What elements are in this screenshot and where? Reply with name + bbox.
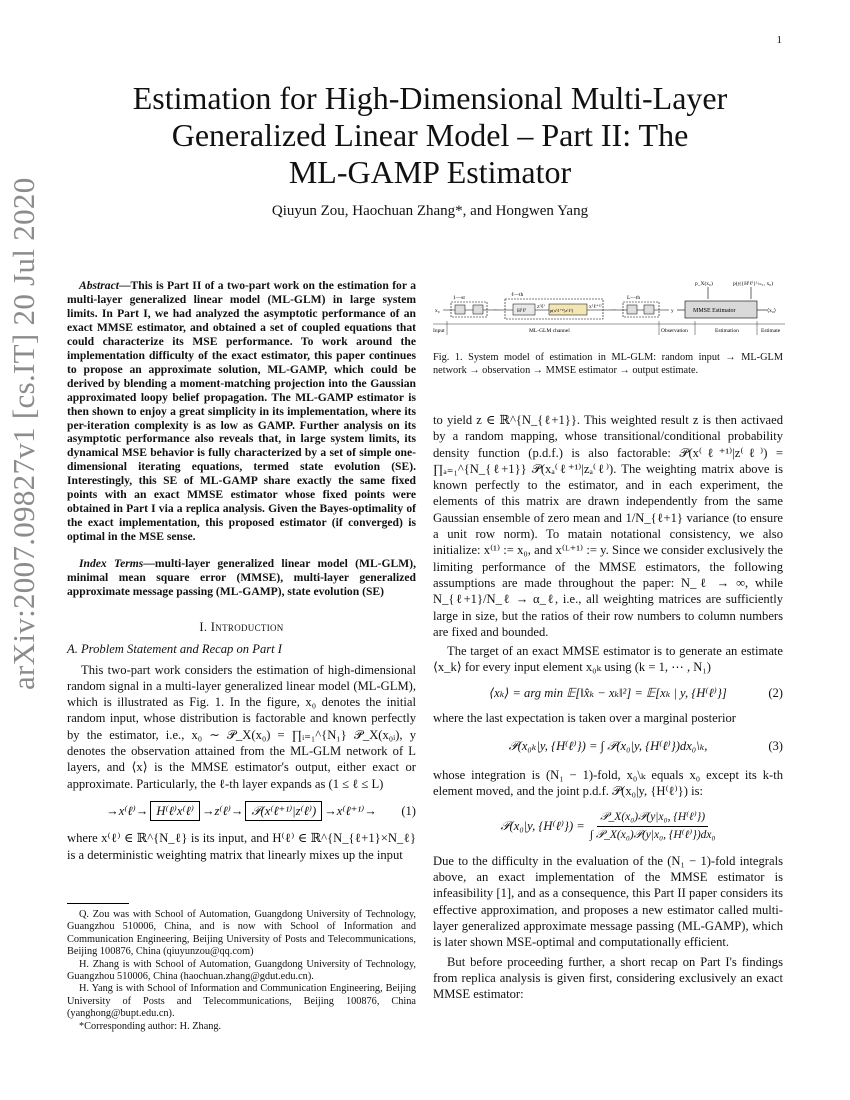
fig-block — [455, 305, 465, 314]
paragraph: whose integration is (N₁ − 1)-fold, x₀\ₖ equals x₀ except its k-th element moved, and the joint p.d.f. 𝒫(x₀|y, {H⁽ℓ⁾}) is: — [433, 767, 783, 798]
fig-pz: p(x⁽ℓ⁺¹⁾|z⁽ℓ⁾) — [550, 308, 574, 313]
footnote: H. Yang is with School of Information and Communication Engineering, Beijing University of Posts and Telecommunications, Beijing 100876, China (yanghong@bupt.edu.cn). — [67, 983, 416, 1020]
eq1-box-activation: 𝒫(x⁽ℓ⁺¹⁾|z⁽ℓ⁾) — [245, 801, 322, 821]
equation-number: (1) — [401, 803, 416, 818]
fig-input-label: Input — [433, 328, 445, 334]
eq4-denominator: ∫ 𝒫_X(x₀)𝒫(y|x₀, {H⁽ℓ⁾})dx₀ — [589, 828, 716, 841]
fig-layer1-label: 1—st — [453, 295, 465, 301]
footnote: *Corresponding author: H. Zhang. — [79, 1020, 222, 1032]
title-line: Estimation for High-Dimensional Multi-Layer — [132, 80, 728, 116]
fig-x0: x₀ — [435, 308, 440, 314]
equation-4 — [433, 809, 783, 843]
abstract-text: —This is Part II of a two-part work on the estimation for a multi-layer generalized linear model (ML-GLM) in large system limits. In Part I, we had analyzed the asymptotic performance of an exact MMSE estimator, and obtained a set of coupled equations that could characterize its MSE performance. To work around the implementation difficulty of the exact estimator, this paper continues to propose an approximate solution, ML-GAMP, which could be derived by blending a moment-matching projection into the Gaussian approximated loopy belief propagation. The ML-GAMP estimator is then shown to enjoy a great simplicity in its implementation, where its per-iteration complexity is as low as GAMP. Further analysis on its asymptotic performance also reveals that, in large system limits, its dynamical MSE behavior is fully characterized by a set of simple one-dimensional iterating equations, termed state evolution (SE). Interestingly, this SE of ML-GAMP share exactly the same fixed points with an exact MMSE estimator whose fixed points were obtained in Part I via a replica analysis. Given the Bayes-optimality of the exact implementation, this proposed estimator (if converged) is optimal in the MSE sense. — [67, 279, 416, 544]
footnote: Q. Zou was with School of Automation, Guangdong University of Technology, Guangzhou 510006, China, and is now with School of Information and Communication Engineering, Beijing University of Posts and Telecommunications, Beijing 100876, China (qiuyunzou@qq.com) — [67, 909, 416, 958]
paragraph: The target of an exact MMSE estimator is to generate an estimate ⟨x_k⟩ for every input element x₀ₖ using (k = 1, ⋯ , N₁) — [433, 644, 783, 675]
paper-title — [90, 80, 770, 191]
eq1-arrow-in: →x⁽ℓ⁾→ — [106, 803, 149, 818]
index-terms-text: —multi-layer generalized linear model (ML-GLM), minimal mean square error (MMSE), multi-layer generalized approximate message passing (ML-GAMP), state evolution (SE) — [67, 557, 416, 599]
eq4-fraction — [590, 809, 716, 843]
fig-observation-label: Observation — [661, 328, 688, 334]
fig-h: H⁽ℓ⁾ — [517, 308, 527, 314]
fig-dots: ⋯ — [493, 308, 499, 314]
fig-xl1: x⁽ℓ⁺¹⁾ — [589, 304, 602, 310]
equation-1 — [67, 801, 416, 821]
paragraph: where the last expectation is taken over a marginal posterior — [433, 711, 736, 726]
paragraph: But before proceeding further, a short recap on Part I's findings from replica analysis is given first, considering exclusively an exact MMSE estimator: — [433, 954, 783, 1002]
fig-block — [627, 305, 637, 314]
right-column — [433, 412, 783, 1003]
fig-y: y — [671, 308, 674, 314]
fig-block — [644, 305, 654, 314]
fig-channel-label: ML-GLM channel — [529, 328, 570, 334]
fig-out: ⟨x₀⟩ — [767, 308, 776, 314]
fig-estimate-label: Estimate — [761, 328, 781, 334]
eq4-lhs: 𝒫(x₀|y, {H⁽ℓ⁾}) = — [500, 818, 585, 833]
eq3-body: 𝒫(x₀ₖ|y, {H⁽ℓ⁾}) = ∫ 𝒫(x₀|y, {H⁽ℓ⁾})dx₀\ₖ, — [508, 739, 708, 754]
equation-number: (3) — [768, 739, 783, 754]
authors: Qiuyun Zou, Haochuan Zhang*, and Hongwen Yang — [271, 203, 589, 219]
index-terms — [67, 557, 416, 599]
footnote-rule — [67, 903, 129, 904]
eq1-arrow-out: →x⁽ℓ⁺¹⁾→ — [324, 803, 377, 818]
section-heading: I. Introduction — [199, 619, 284, 634]
eq4-numerator: 𝒫_X(x₀)𝒫(y|x₀, {H⁽ℓ⁾}) — [597, 809, 708, 826]
footnotes — [67, 909, 416, 1033]
abstract — [67, 279, 416, 544]
paragraph: where x⁽ℓ⁾ ∈ ℝ^{N_ℓ} is its input, and H⁽ℓ⁾ ∈ ℝ^{N_{ℓ+1}×N_ℓ} is a deterministic weighting matrix that linearly mixes up the input — [67, 831, 416, 862]
fig-block — [473, 305, 483, 314]
eq2-body: ⟨xₖ⟩ = arg min 𝔼[‖x̂ₖ − xₖ‖²] = 𝔼[xₖ | y, {H⁽ℓ⁾}] — [489, 685, 727, 700]
title-line: ML-GAMP Estimator — [288, 154, 572, 190]
fig-estimator-label: MMSE Estimator — [693, 308, 736, 314]
equation-2 — [433, 685, 783, 701]
fig-prior-obs: p(y|{H⁽ℓ⁾}ᴸₗ₌₁, x₀) — [733, 281, 774, 287]
fig-layerL-label: L—th — [627, 295, 641, 301]
system-model-figure — [433, 279, 785, 351]
arxiv-stamp: arXiv:2007.09827v1 [cs.IT] 20 Jul 2020 — [6, 177, 41, 690]
figure-caption: Fig. 1. System model of estimation in ML-GLM: random input → ML-GLM network → observation → MMSE estimator → output estimate. — [433, 352, 783, 376]
fig-z: z⁽ℓ⁾ — [537, 304, 545, 310]
fig-estimation-label: Estimation — [715, 328, 739, 334]
abstract-label: Abstract — [79, 279, 119, 292]
left-column — [67, 279, 416, 863]
paragraph: to yield z ∈ ℝ^{N_{ℓ+1}}. This weighted result z is then activaed by a random mapping, whose transitional/conditional probability density function (p.d.f.) is also factorable: 𝒫(x⁽ℓ⁺¹⁾|z⁽ℓ⁾) = ∏ₐ₌₁^{N_{ℓ+1}} 𝒫(xₐ⁽ℓ⁺¹⁾|zₐ⁽ℓ⁾). The weighting matrix above is known perfectly to the estimator, and in each experiment, the elements of this matrix are drawn independently from the same Gaussian ensemble of zero mean and 1/N_{ℓ+1} variance (to ensure a unit row norm). To matain notational consistency, we also initialize: x⁽¹⁾ := x₀, and x⁽ᴸ⁺¹⁾ := y. Since we consider exclusively the limiting performance of the MMSE estimators, the following assumptions are made throughout the paper: N_ℓ → ∞, while N_{ℓ+1}/N_ℓ → α_ℓ, i.e., all weighting matrices are sufficiently large in size, but the ratios of their row numbers to column numbers are fixed and bounded. — [433, 413, 783, 639]
paragraph: This two-part work considers the estimation of high-dimensional random signal in a multi-layer generalized linear model (ML-GLM), which is illustrated as Fig. 1. In the figure, x₀ denotes the initial random input, whose distribution is factorable and known perfectly by the estimator, i.e., x₀ ∼ 𝒫_X(x₀) = ∏ᵢ₌₁^{N₁} 𝒫_X(x₀ᵢ), y denotes the observation attained from the ML-GLM network of L layers, and ⟨x⟩ is the MMSE estimator's output, either exact or approximate. Particularly, the ℓ-th layer expands as (1 ≤ ℓ ≤ L) — [67, 662, 416, 791]
fig-prior-input: p_X(x₀) — [695, 281, 713, 287]
index-terms-label: Index Terms — [79, 557, 144, 571]
eq1-mid: →z⁽ℓ⁾→ — [201, 803, 244, 818]
subsection-heading: A. Problem Statement and Recap on Part I — [67, 642, 282, 657]
eq1-box-linear: H⁽ℓ⁾x⁽ℓ⁾ — [150, 801, 200, 821]
fig-layerl-label: ℓ—th — [511, 292, 524, 298]
page-number: 1 — [776, 34, 782, 46]
footnote: H. Zhang is with School of Automation, Guangdong University of Technology, Guangzhou 510006, China (haochuan.zhang@gdut.edu.cn). — [67, 958, 416, 983]
fig-dots: ⋯ — [611, 308, 617, 314]
title-line: Generalized Linear Model – Part II: The — [171, 117, 689, 153]
equation-3 — [433, 738, 783, 754]
equation-number: (2) — [768, 685, 783, 700]
paragraph: Due to the difficulty in the evaluation of the (N₁ − 1)-fold integrals above, an exact implementation of the MMSE estimator is infeasibility [1], and as a consequence, this Part II paper considers its effective approximation, and proposes a new estimator called multi-layer generalized approximate message passing (ML-GAMP), which is later shown MSE-optimal and computationally efficient. — [433, 853, 783, 950]
